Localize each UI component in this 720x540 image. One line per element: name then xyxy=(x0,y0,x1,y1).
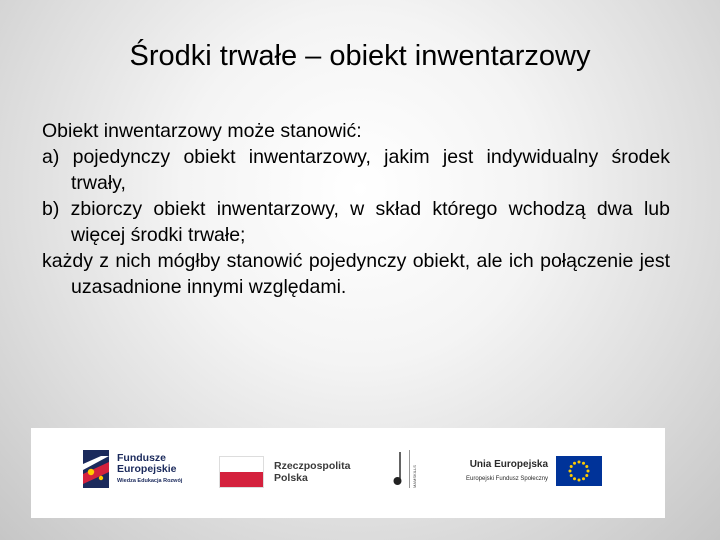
ue-title: Unia Europejska xyxy=(469,458,549,470)
funding-logo-bar xyxy=(31,428,665,518)
rzeczpospolita-polska-text xyxy=(274,460,350,484)
ue-subtitle: Europejski Fundusz Społeczny xyxy=(466,475,549,482)
eu-flag-icon xyxy=(556,456,602,486)
point-b-paragraph: b) zbiorczy obiekt inwentarzowy, w skład którego wchodzą dwa lub więcej środki trwałe; xyxy=(42,198,670,246)
rzeczpospolita-polska-logo xyxy=(219,456,350,488)
fundusze-europejskie-logo xyxy=(81,448,182,490)
mamskills-divider xyxy=(409,450,410,488)
point-a-paragraph: a) pojedynczy obiekt inwentarzowy, jakim jest indywidualny środek trwały, xyxy=(42,146,670,194)
fundusze-europejskie-text xyxy=(117,453,182,485)
unia-europejska-text xyxy=(466,459,548,484)
mamskills-text: MAMSKILLS xyxy=(412,465,417,488)
unia-europejska-logo xyxy=(466,456,602,486)
slide-title: Środki trwałe – obiekt inwentarzowy xyxy=(129,40,591,72)
slide-body xyxy=(42,118,670,300)
intro-paragraph: Obiekt inwentarzowy może stanowić: xyxy=(42,120,362,142)
pl-line2: Polska xyxy=(274,472,308,484)
fundusze-europejskie-icon xyxy=(81,448,111,490)
note-paragraph: każdy z nich mógłby stanowić pojedynczy obiekt, ale ich połączenie jest uzasadnione innymi względami. xyxy=(42,250,670,298)
pl-line1: Rzeczpospolita xyxy=(274,460,351,472)
mamskills-logo xyxy=(393,450,417,488)
fe-line1: Fundusze xyxy=(117,452,166,464)
fe-subtitle: Wiedza Edukacja Rozwój xyxy=(117,478,183,484)
fe-line2: Europejskie xyxy=(117,463,177,475)
mamskills-mark-icon xyxy=(393,450,403,488)
polish-flag-icon xyxy=(219,456,264,488)
